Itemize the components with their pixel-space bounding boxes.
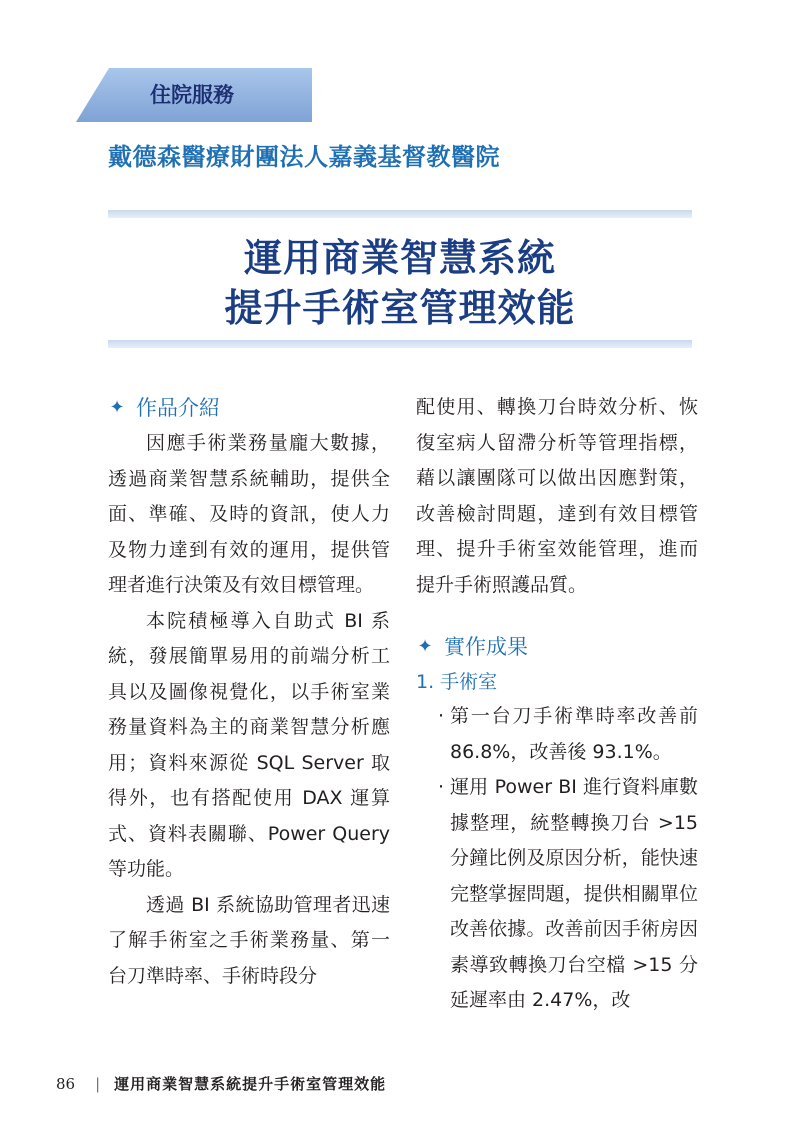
footer-title: 運用商業智慧系統提升手術室管理效能: [114, 1075, 387, 1093]
section-heading-intro: [108, 390, 390, 426]
bullet-icon: ‧: [437, 705, 444, 727]
intro-paragraph-2: 本院積極導入自助式 BI 系統，發展簡單易用的前端分析工具以及圖像視覺化，以手術室業務量資料為主的商業智慧分析應用；資料來源從 SQL Server 取得外，也有搭配使用 DAX 運算式、資料表關聯、Power Query 等功能。: [108, 609, 390, 880]
article-title-line1: 運用商業智慧系統: [243, 236, 556, 280]
article-title-line2: 提升手術室管理效能: [224, 286, 576, 330]
page-footer: [56, 1072, 386, 1096]
category-tab-label: 住院服務: [150, 83, 234, 107]
list-item: [416, 770, 698, 1019]
star-icon: ✦: [417, 636, 433, 657]
page-number: 86: [56, 1075, 76, 1093]
hospital-name: 戴德森醫療財團法人嘉義基督教醫院: [108, 143, 500, 171]
bullet-icon: ‧: [437, 776, 444, 798]
left-column: [108, 390, 390, 994]
subsection-heading: 1. 手術室: [416, 671, 498, 693]
intro-paragraph-1: 因應手術業務量龐大數據，透過商業智慧系統輔助，提供全面、準確、及時的資訊，使人力及物力達到有效的運用，提供管理者進行決策及有效目標管理。: [108, 432, 390, 596]
list-item-text: 第一台刀手術準時率改善前 86.8%，改善後 93.1%。: [450, 705, 698, 763]
section-heading-text: 實作成果: [444, 635, 528, 659]
footer-separator: |: [95, 1075, 101, 1093]
right-column: [416, 390, 698, 1019]
list-item-text: 運用 Power BI 進行資料庫數據整理，統整轉換刀台 >15 分鐘比例及原因分析，能快速完整掌握問題，提供相關單位改善依據。改善前因手術房因素導致轉換刀台空檔 >15 分延遲率由 2.47%，改: [450, 776, 698, 1011]
title-rule-top: [108, 210, 692, 218]
section-heading-results: [416, 629, 698, 665]
section-heading-text: 作品介紹: [136, 396, 220, 420]
star-icon: ✦: [109, 397, 125, 418]
title-rule-bottom: [108, 340, 692, 348]
intro-paragraph-3-continued: 配使用、轉換刀台時效分析、恢復室病人留滯分析等管理指標，藉以讓團隊可以做出因應對策，改善檢討問題，達到有效目標管理、提升手術室效能管理，進而提升手術照護品質。: [416, 396, 698, 596]
intro-paragraph-3: 透過 BI 系統協助管理者迅速了解手術室之手術業務量、第一台刀準時率、手術時段分: [108, 893, 390, 987]
list-item: [416, 699, 698, 770]
